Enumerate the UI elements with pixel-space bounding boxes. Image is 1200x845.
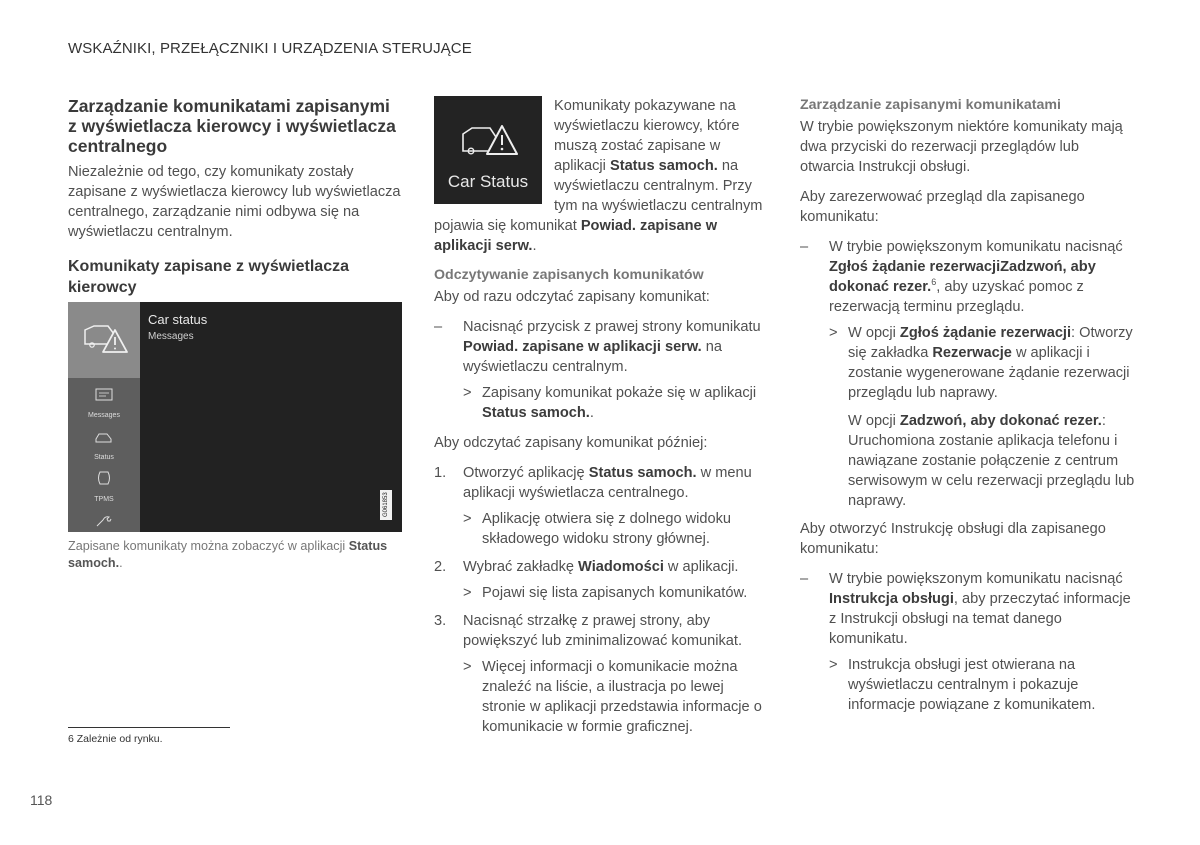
screen-subtitle: Messages xyxy=(148,331,194,342)
messages-icon xyxy=(95,388,113,402)
car-status-label: Car Status xyxy=(447,172,529,191)
manual-intro: Aby otworzyć Instrukcję obsługi dla zapisanego komunikatu: xyxy=(800,521,1106,557)
car-warning-icon xyxy=(458,116,520,164)
step-2: 2. Wybrać zakładkę Wiadomości w aplikacji. xyxy=(434,559,739,575)
manage-heading: Zarządzanie zapisanymi komunikatami xyxy=(800,97,1061,113)
step-1: 1. Otworzyć aplikację Status samoch. w menu aplikacji wyświetlacza centralnego. xyxy=(434,465,752,501)
figure-code: G061853 xyxy=(380,490,392,520)
intro-paragraph: Komunikaty pokazywane na wyświetlaczu kierowcy, które muszą zostać zapisane w aplikacji Status samoch. na wyświetlaczu centralnym. Przy tym na wyświetlaczu centralnym pojawia się komunikat Powiad. zapisane w aplikacji serw.. xyxy=(434,98,763,254)
result-book-request: > W opcji Zgłoś żądanie rezerwacji: Otworzy się zakładka Rezerwacje w aplikacji i zostanie wygenerowane żądanie rezerwacji przeglądu lub naprawy. xyxy=(829,325,1133,401)
car-status-app-icon xyxy=(434,96,542,204)
car-status-small-icon xyxy=(94,430,114,444)
column-left xyxy=(68,96,402,572)
footnote: 6 Zależnie od rynku. xyxy=(68,733,163,745)
figure-caption: Zapisane komunikaty można zobaczyć w aplikacji Status samoch.. xyxy=(68,539,388,570)
subheading: Komunikaty zapisane z wyświetlacza kierowcy xyxy=(68,258,349,296)
result-immediate: > Zapisany komunikat pokaże się w aplikacji Status samoch.. xyxy=(463,385,757,421)
step-immediate: – Nacisnąć przycisk z prawej strony komunikatu Powiad. zapisane w aplikacji serw. na wyświetlaczu centralnym. xyxy=(434,319,761,375)
result-book-call: W opcji Zadzwoń, aby dokonać rezer.: Uruchomiona zostanie aplikacja telefonu i nawiązane zostanie połączenie z centrum serwisowym w celu rezerwacji przeglądu lub naprawy. xyxy=(848,413,1135,509)
center-display-screenshot xyxy=(68,302,402,532)
later-intro: Aby odczytać zapisany komunikat później: xyxy=(434,435,708,451)
step-manual: – W trybie powiększonym komunikatu nacisnąć Instrukcja obsługi, aby przeczytać informacje z Instrukcji obsługi na temat danego komunikatu. xyxy=(800,571,1131,647)
section-heading: Zarządzanie komunikatami zapisanymi z wyświetlacza kierowcy i wyświetlacza centralnego xyxy=(68,96,396,156)
step-book: – W trybie powiększonym komunikatu nacisnąć Zgłoś żądanie rezerwacjiZadzwoń, aby dokonać rezer.$^6$, aby uzyskać pomoc z rezerwacją terminu przeglądu. xyxy=(800,239,1123,315)
result-2: > Pojawi się lista zapisanych komunikatów. xyxy=(463,585,748,601)
side-item-messages: Messages xyxy=(88,412,120,419)
service-icon xyxy=(95,514,113,528)
result-manual: > Instrukcja obsługi jest otwierana na wyświetlaczu centralnym i pokazuje informacje powiązane z komunikatem. xyxy=(829,657,1096,713)
result-1: > Aplikację otwiera się z dolnego widoku składowego widoku strony głównej. xyxy=(463,511,732,547)
tpms-icon xyxy=(96,470,112,486)
page-number: 118 xyxy=(30,792,53,808)
manage-intro: W trybie powiększonym niektóre komunikaty mają dwa przyciski do rezerwacji przeglądów lub otwarcia Instrukcji obsługi. xyxy=(800,119,1123,175)
running-header: WSKAŹNIKI, PRZEŁĄCZNIKI I URZĄDZENIA STERUJĄCE xyxy=(68,40,472,57)
read-heading: Odczytywanie zapisanych komunikatów xyxy=(434,267,704,283)
car-warning-icon xyxy=(68,302,140,378)
side-item-status: Status xyxy=(94,454,114,461)
result-3: > Więcej informacji o komunikacie można znaleźć na liście, a ilustracja po lewej stronie w aplikacji przedstawia informacje o komunikacie w formie graficznej. xyxy=(463,659,762,735)
column-middle xyxy=(434,96,770,745)
screen-active-tile xyxy=(68,302,140,378)
column-right xyxy=(800,96,1136,723)
book-intro: Aby zarezerwować przegląd dla zapisanego komunikatu: xyxy=(800,189,1085,225)
footnote-rule xyxy=(68,727,230,728)
step-3: 3. Nacisnąć strzałkę z prawej strony, aby powiększyć lub zminimalizować komunikat. xyxy=(434,613,742,649)
side-item-tpms: TPMS xyxy=(94,496,114,503)
screen-title: Car status xyxy=(148,312,208,327)
intro-paragraph: Niezależnie od tego, czy komunikaty zostały zapisane z wyświetlacza kierowcy lub wyświetlacza centralnego, zarządzanie nimi odbywa się na wyświetlaczu centralnym. xyxy=(68,164,401,240)
read-intro: Aby od razu odczytać zapisany komunikat: xyxy=(434,289,710,305)
